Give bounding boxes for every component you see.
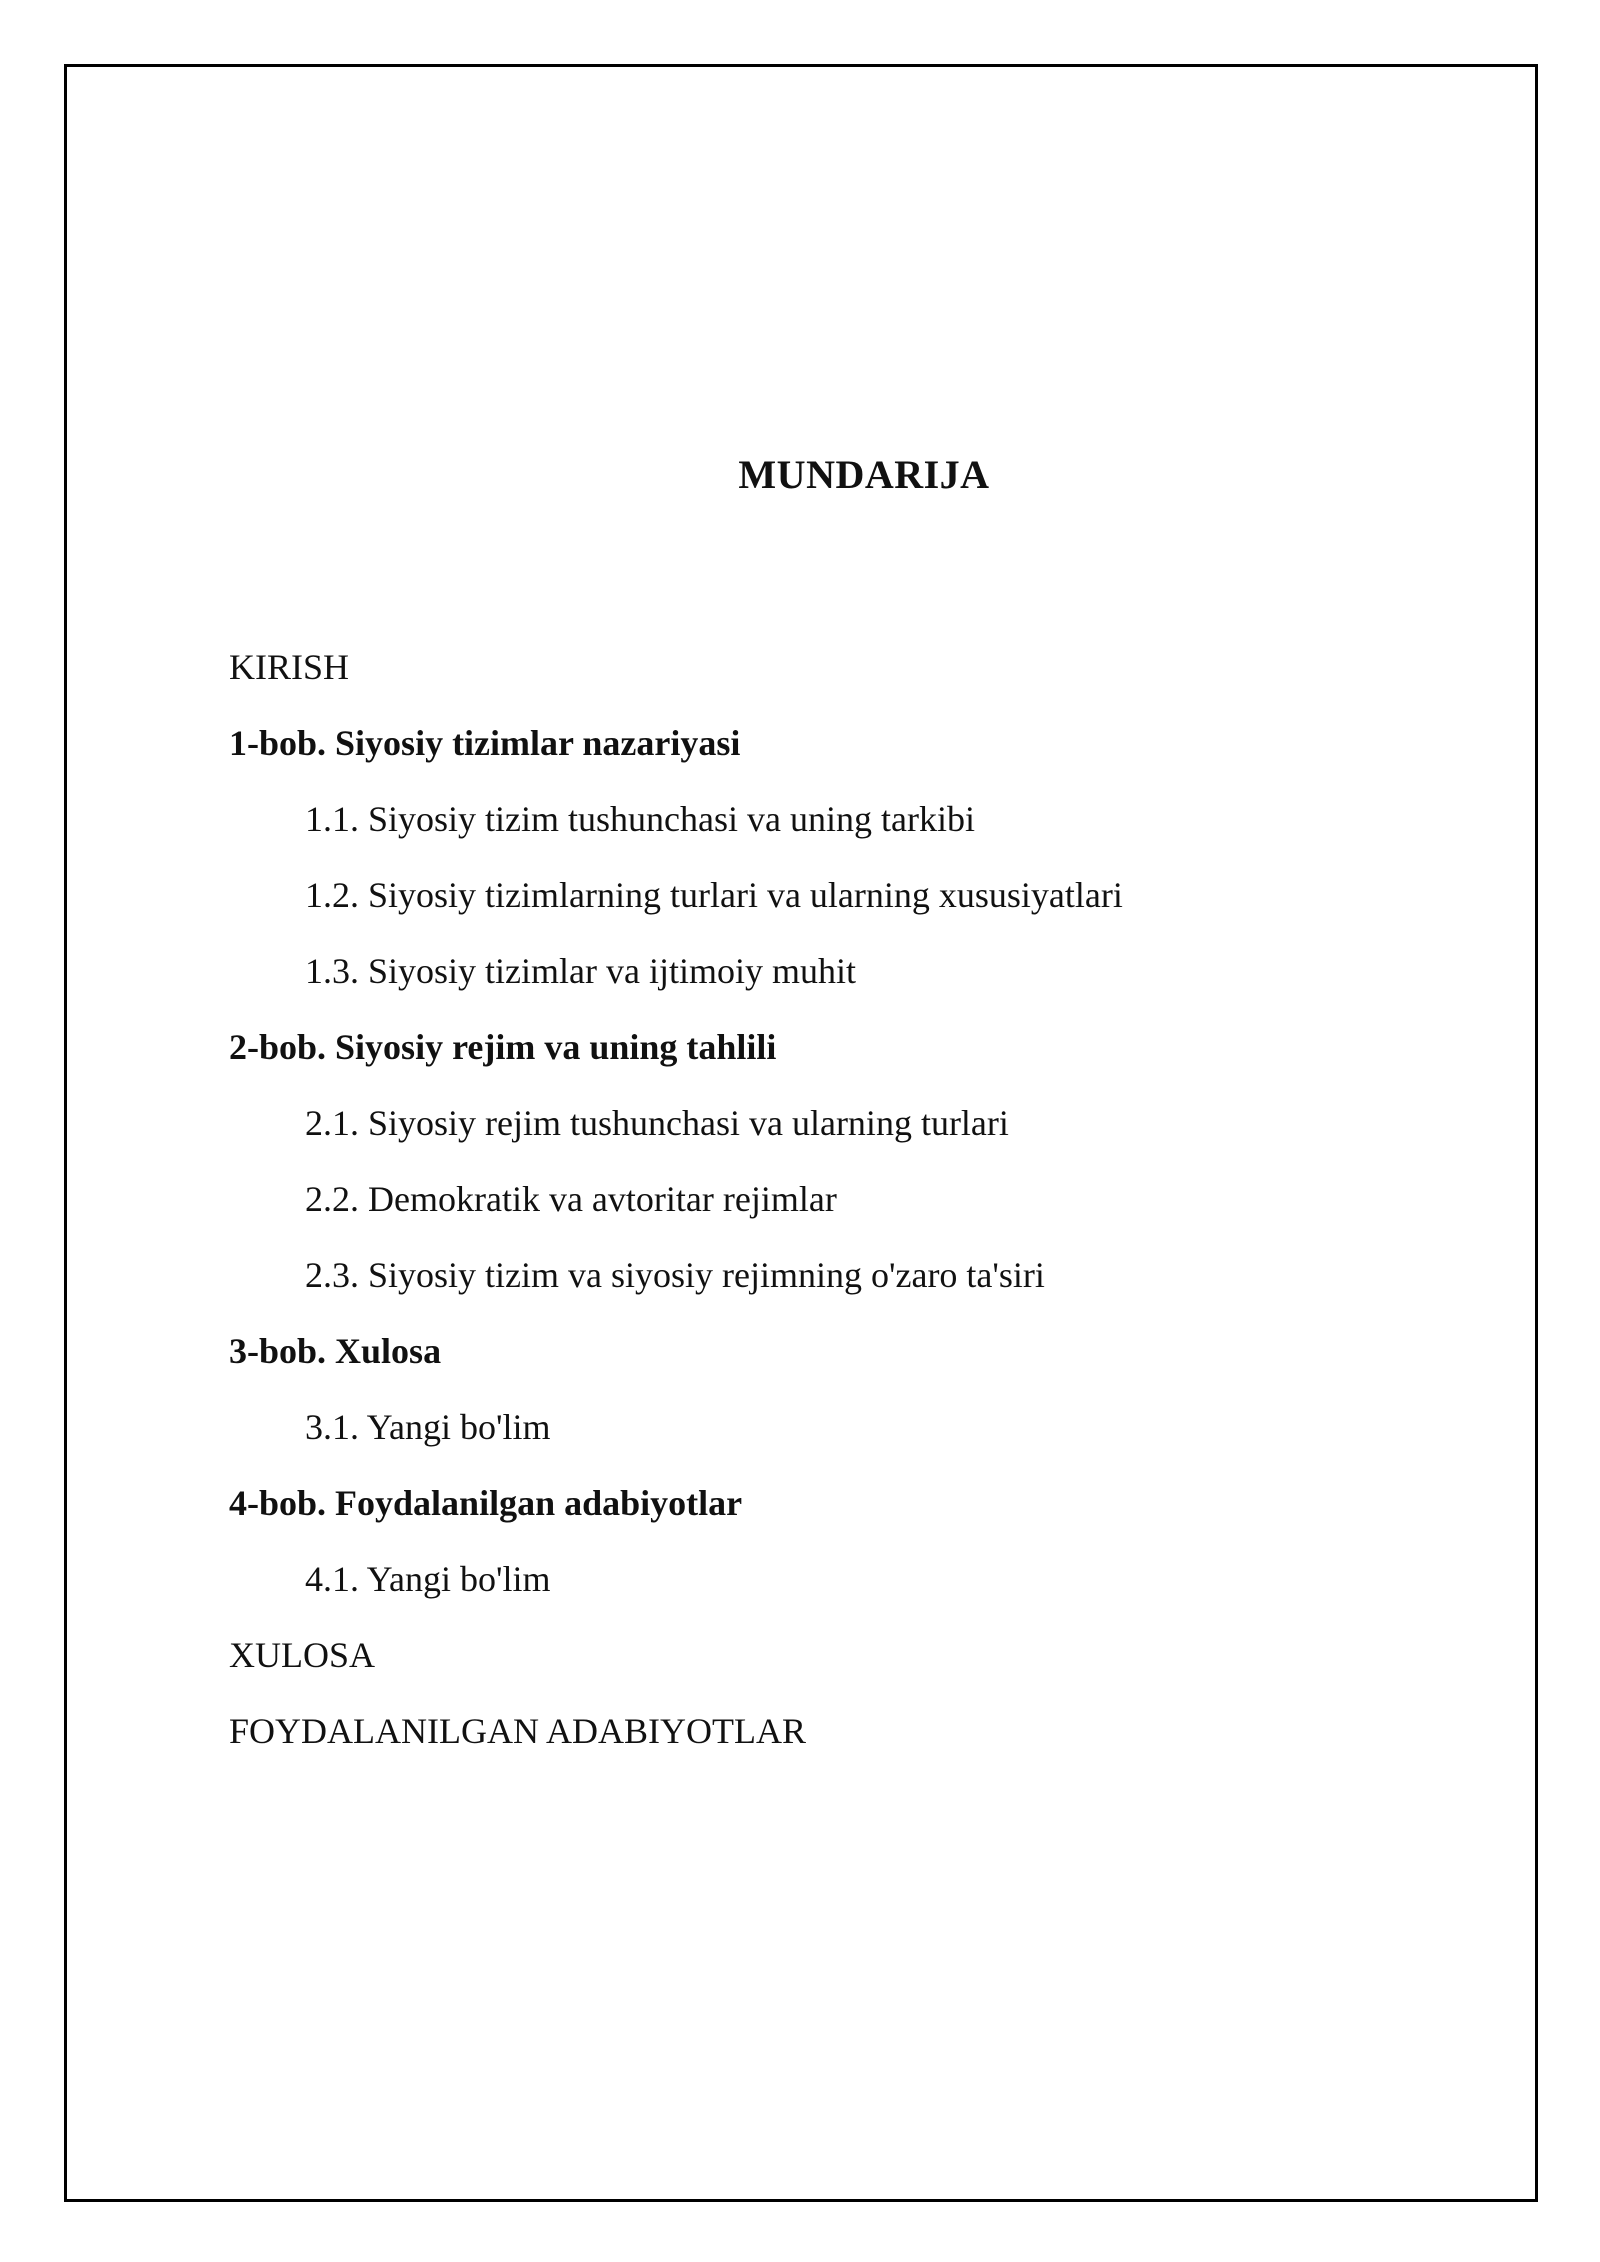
toc-section-2-3: 2.3. Siyosiy tizim va siyosiy rejimning o'zaro ta'siri: [305, 1255, 1045, 1295]
toc-entry-bibliography: FOYDALANILGAN ADABIYOTLAR: [229, 1711, 806, 1751]
toc-entry-intro: KIRISH: [229, 647, 350, 687]
toc-section-1-3: 1.3. Siyosiy tizimlar va ijtimoiy muhit: [305, 951, 856, 991]
table-of-contents: [229, 644, 1123, 1784]
toc-section-1-1: 1.1. Siyosiy tizim tushunchasi va uning tarkibi: [305, 799, 975, 839]
toc-chapter-4: 4-bob. Foydalanilgan adabiyotlar: [229, 1483, 743, 1523]
toc-section-1-2: 1.2. Siyosiy tizimlarning turlari va ularning xususiyatlari: [305, 875, 1123, 915]
toc-section-2-1: 2.1. Siyosiy rejim tushunchasi va ularning turlari: [305, 1103, 1009, 1143]
toc-section-4-1: 4.1. Yangi bo'lim: [305, 1559, 551, 1599]
toc-chapter-2: 2-bob. Siyosiy rejim va uning tahlili: [229, 1027, 777, 1067]
toc-section-2-2: 2.2. Demokratik va avtoritar rejimlar: [305, 1179, 837, 1219]
toc-chapter-3: 3-bob. Xulosa: [229, 1331, 442, 1371]
toc-chapter-1: 1-bob. Siyosiy tizimlar nazariyasi: [229, 723, 741, 763]
page-title: MUNDARIJA: [738, 452, 990, 497]
toc-entry-conclusion: XULOSA: [229, 1635, 376, 1675]
toc-section-3-1: 3.1. Yangi bo'lim: [305, 1407, 551, 1447]
